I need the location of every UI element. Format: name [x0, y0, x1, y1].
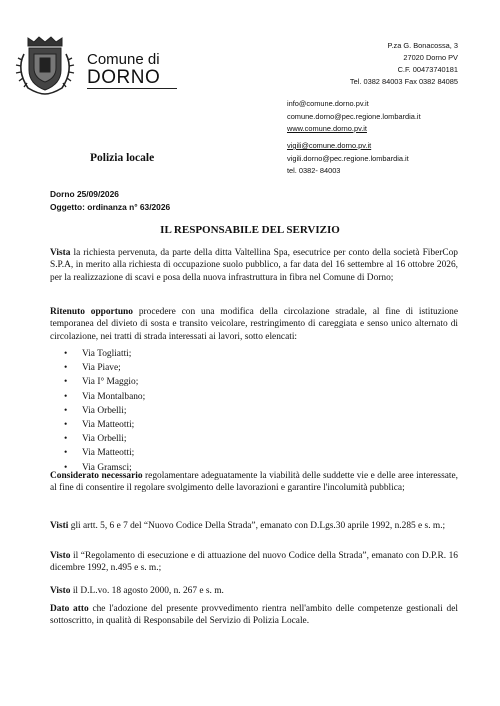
vigili-pec: vigili.dorno@pec.regione.lombardia.it: [287, 153, 409, 163]
header-divider: [87, 88, 177, 89]
vigili-email[interactable]: vigili@comune.dorno.pv.it: [287, 141, 372, 150]
paragraph-text: il “Regolamento di esecuzione e di attuazione del nuovo Codice della Strada”, emanato con D.P.R. 16 dicembre 1992, n.495 e s. m.;: [50, 551, 458, 574]
street-list: [64, 347, 145, 475]
office-label: Polizia locale: [90, 152, 155, 164]
paragraph-visto-dlvo: [50, 585, 458, 597]
document-subject: Oggetto: ordinanza n° 63/2026: [50, 202, 171, 212]
address-phone-fax: Tel. 0382 84003 Fax 0382 84085: [349, 77, 458, 86]
paragraph-considerato: [50, 470, 458, 495]
paragraph-visti: [50, 520, 458, 532]
paragraph-text: la richiesta pervenuta, da parte della ditta Valtellina Spa, esecutrice per conto della società FiberCop S.P.A, in merito alla richiesta di occupazione suolo pubblico, a far data del 16 settembre al 16 ottobre 2026, per la realizzazione di scavi e posa della nuova infrastruttura in fibra nel Comune di Dorno;: [50, 248, 458, 283]
paragraph-lead: Visto: [50, 551, 71, 561]
list-item: • Via Orbelli;: [64, 432, 145, 446]
paragraph-text: gli artt. 5, 6 e 7 del “Nuovo Codice Della Strada”, emanato con D.Lgs.30 aprile 1992, n.285 e s. m.;: [68, 521, 446, 531]
list-item: • Via Matteotti;: [64, 418, 145, 432]
address-block: [350, 40, 458, 88]
list-item: • Via Togliatti;: [64, 347, 145, 361]
paragraph-dato-atto: [50, 603, 458, 628]
list-item: • Via I° Maggio;: [64, 375, 145, 389]
paragraph-lead: Ritenuto opportuno: [50, 307, 133, 317]
address-city: 27020 Dorno PV: [403, 53, 458, 62]
website-link[interactable]: www.comune.dorno.pv.it: [287, 124, 367, 133]
address-tax-code: C.F. 00473740181: [397, 65, 458, 74]
comune-di-label: Comune di: [87, 51, 160, 68]
list-item: • Via Piave;: [64, 361, 145, 375]
paragraph-text: regolamentare adeguatamente la viabilità delle suddette vie e delle aree interessate, al fine di consentire il regolare svolgimento delle lavorazioni e garantire l'incolumità pubblica;: [50, 471, 458, 494]
email-pec: comune.dorno@pec.regione.lombardia.it: [287, 111, 421, 121]
comune-coat-of-arms-logo: [10, 34, 80, 96]
address-street: P.za G. Bonacossa, 3: [387, 41, 458, 50]
paragraph-ritenuto: [50, 306, 458, 343]
email-info: info@comune.dorno.pv.it: [287, 99, 369, 108]
paragraph-text: il D.L.vo. 18 agosto 2000, n. 267 e s. m.: [70, 586, 224, 596]
paragraph-visto-regolamento: [50, 550, 458, 575]
document-title: IL RESPONSABILE DEL SERVIZIO: [160, 224, 340, 236]
comune-town-label: DORNO: [87, 67, 161, 88]
paragraph-vista: [50, 247, 458, 284]
paragraph-lead: Vista: [50, 248, 71, 258]
paragraph-text: procedere con una modifica della circolazione stradale, al fine di istituzione temporanea del divieto di sosta e transito veicolare, restringimento di careggiata e senso unico alternato di circolazione, nei tratti di strada interessati ai lavori, sotto elencati:: [50, 307, 458, 342]
list-item: • Via Gramsci;: [64, 461, 145, 475]
document-date: Dorno 25/09/2026: [50, 189, 119, 199]
list-item: • Via Montalbano;: [64, 390, 145, 404]
reference-block: [50, 188, 170, 214]
list-item: • Via Matteotti;: [64, 446, 145, 460]
paragraph-lead: Visto: [50, 586, 71, 596]
paragraph-lead: Considerato necessario: [50, 471, 143, 481]
paragraph-lead: Visti: [50, 521, 69, 531]
list-item: • Via Orbelli;: [64, 404, 145, 418]
vigili-contacts-block: [287, 140, 409, 178]
paragraph-lead: Dato atto: [50, 604, 89, 614]
comune-name: [87, 52, 160, 87]
paragraph-text: che l'adozione del presente provvedimento rientra nell'ambito delle competenze gestionali del sottoscritto, in qualità di Responsabile del Servizio di Polizia Locale.: [50, 604, 458, 627]
vigili-phone: tel. 0382- 84003: [287, 166, 341, 175]
contacts-block: [287, 98, 421, 136]
